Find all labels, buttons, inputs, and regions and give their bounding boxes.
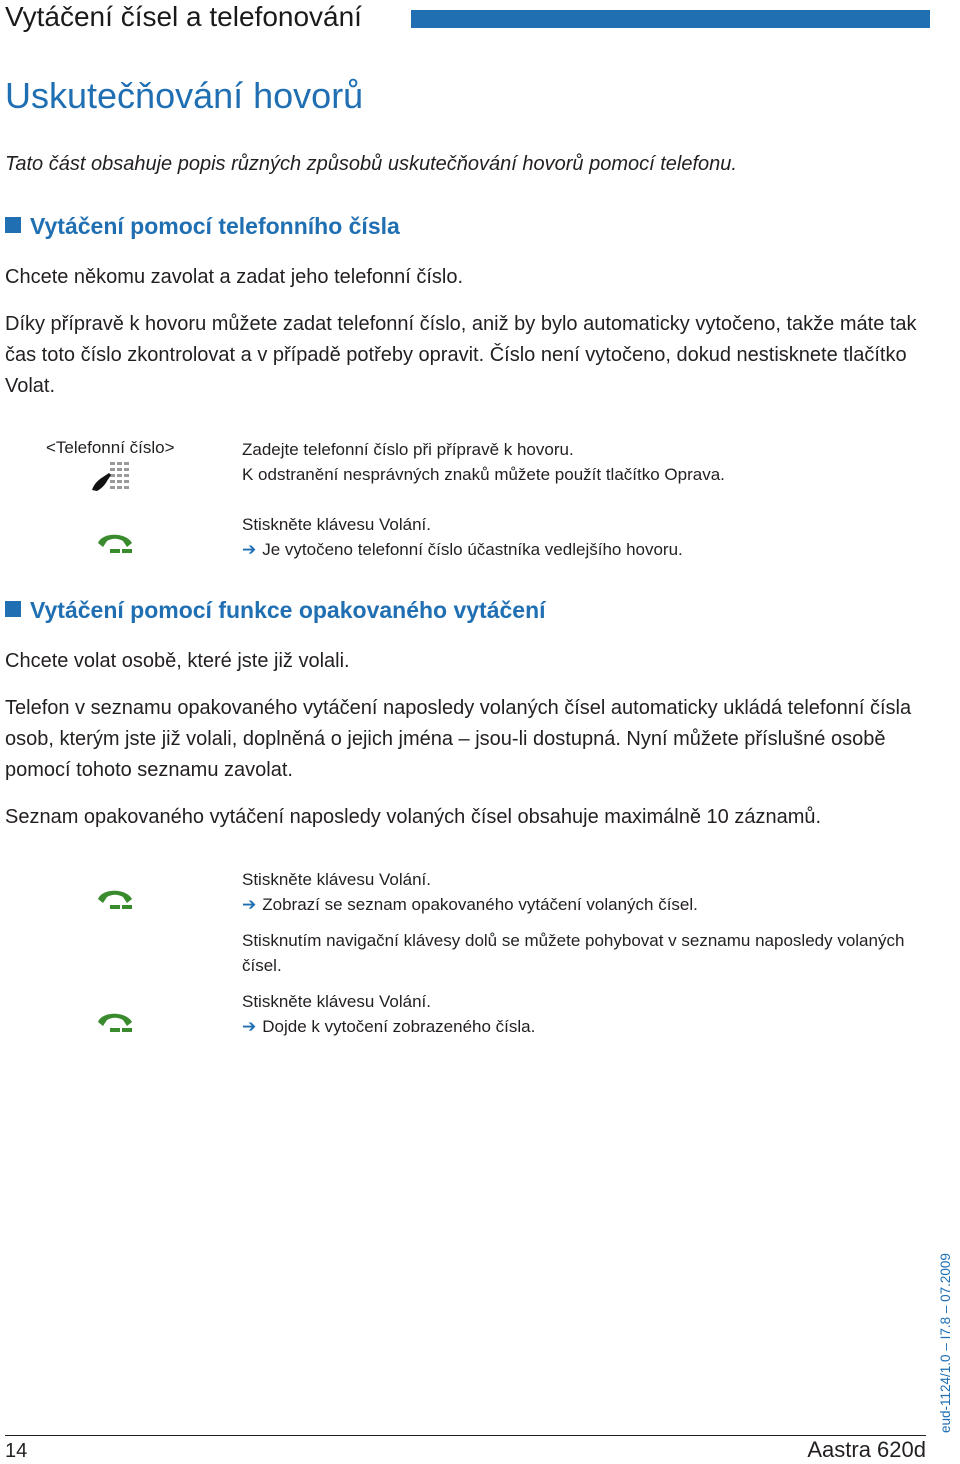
call-key-icon xyxy=(96,883,134,916)
section-square-icon xyxy=(5,601,21,617)
step-text: Stiskněte klávesu Volání. xyxy=(242,515,432,534)
section2-para3: Seznam opakovaného vytáčení naposledy volaných čísel obsahuje maximálně 10 záznamů. xyxy=(5,806,822,828)
step-result xyxy=(242,1014,932,1039)
phone-number-key-label: <Telefonní číslo> xyxy=(46,438,175,457)
step-text: K odstranění nesprávných znaků můžete použít tlačítko Oprava. xyxy=(242,465,725,484)
section2-step-press-call xyxy=(242,867,932,917)
section2-para1: Chcete volat osobě, které jste již volali. xyxy=(5,650,350,672)
section-dial-number-title xyxy=(5,211,400,241)
chapter-header xyxy=(5,0,926,36)
call-key-icon xyxy=(96,1006,134,1039)
arrow-right-icon: ➔ xyxy=(242,895,257,914)
step-result-text: Je vytočeno telefonní číslo účastníka vedlejšího hovoru. xyxy=(262,540,683,559)
section-redial-title xyxy=(5,595,546,625)
step-result xyxy=(242,892,932,917)
chapter-bar xyxy=(411,10,930,28)
section-redial-title-text: Vytáčení pomocí funkce opakovaného vytáčení xyxy=(30,597,546,623)
step-result xyxy=(242,537,932,562)
page-number: 14 xyxy=(5,1440,28,1462)
arrow-right-icon: ➔ xyxy=(242,1017,257,1036)
call-key-icon xyxy=(96,527,134,560)
keypad-hand-icon xyxy=(90,460,132,499)
section1-step-enter-number xyxy=(242,437,932,487)
section-dial-number-title-text: Vytáčení pomocí telefonního čísla xyxy=(30,213,400,239)
step-text: Stiskněte klávesu Volání. xyxy=(242,992,432,1011)
section1-para2: Díky přípravě k hovoru můžete zadat telefonní číslo, aniž by bylo automaticky vytočeno, takže máte tak čas toto číslo zkontrolovat a v případě potřeby opravit. Číslo není vytočeno, dokud nestisknete tlačítko Volat. xyxy=(5,313,917,397)
document-reference: eud-1124/1.0 – I7.8 – 07.2009 xyxy=(938,1253,953,1433)
section2-step-press-call-2 xyxy=(242,989,932,1039)
page-heading: Uskutečňování hovorů xyxy=(5,75,364,116)
product-name: Aastra 620d xyxy=(807,1437,926,1462)
section2-para2: Telefon v seznamu opakovaného vytáčení naposledy volaných čísel automaticky ukládá telefonní čísla osob, kterým jste již volali, doplněná o jejich jména – jsou-li dostupná. Nyní můžete příslušné osobě pomocí tohoto seznamu zavolat. xyxy=(5,697,912,781)
intro-text: Tato část obsahuje popis různých způsobů uskutečňování hovorů pomocí telefonu. xyxy=(5,153,737,175)
section-square-icon xyxy=(5,217,21,233)
chapter-title: Vytáčení čísel a telefonování xyxy=(5,1,362,32)
step-text: Stiskněte klávesu Volání. xyxy=(242,870,432,889)
section1-step-press-call xyxy=(242,512,932,562)
section2-step-navigate: Stisknutím navigační klávesy dolů se můžete pohybovat v seznamu naposledy volaných čísel. xyxy=(242,931,905,975)
footer-rule xyxy=(5,1435,926,1436)
step-result-text: Dojde k vytočení zobrazeného čísla. xyxy=(262,1017,536,1036)
step-text: Zadejte telefonní číslo při přípravě k hovoru. xyxy=(242,440,574,459)
step-result-text: Zobrazí se seznam opakovaného vytáčení volaných čísel. xyxy=(262,895,698,914)
section1-para1: Chcete někomu zavolat a zadat jeho telefonní číslo. xyxy=(5,266,464,288)
arrow-right-icon: ➔ xyxy=(242,540,257,559)
